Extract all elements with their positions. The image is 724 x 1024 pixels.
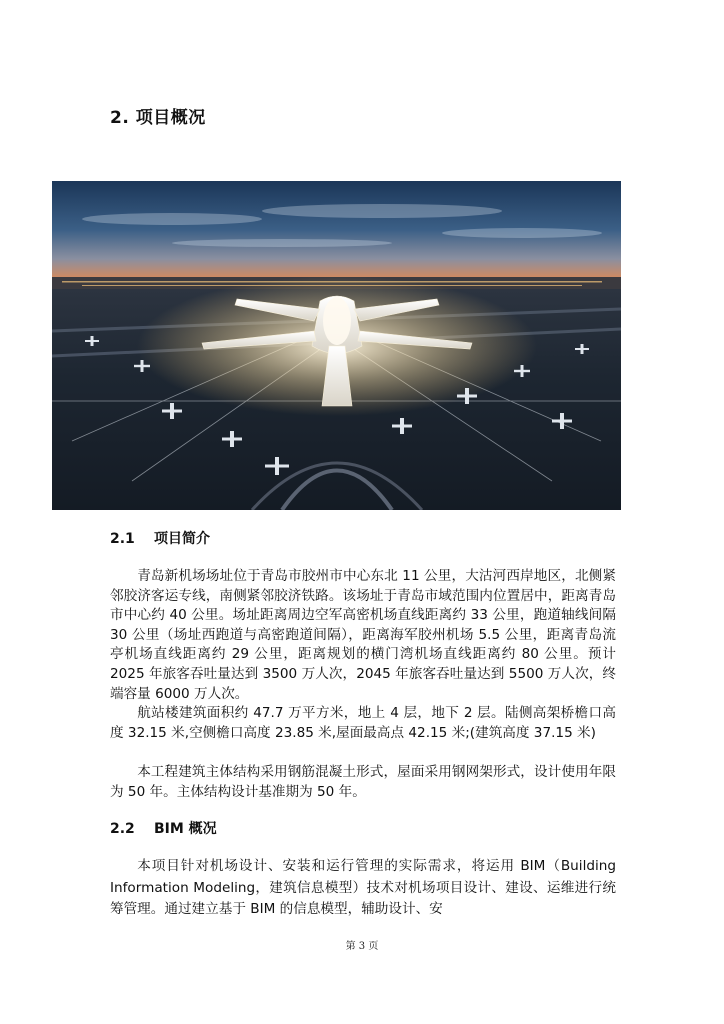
section-title: 2. 项目概况	[110, 108, 206, 128]
airport-rendering-svg	[52, 181, 621, 510]
paragraph-terminal-area: 航站楼建筑面积约 47.7 万平方米，地上 4 层，地下 2 层。陆侧高架桥檐口高度 32.15 米,空侧檐口高度 23.85 米,屋面最高点 42.15 米;(建筑高度 37.15 米)	[110, 705, 616, 741]
subsection-heading-2-2	[110, 818, 217, 838]
subsection-number: 2.2	[110, 821, 135, 837]
subsection-number: 2.1	[110, 531, 135, 547]
paragraph-project-intro: 青岛新机场场址位于青岛市胶州市中心东北 11 公里，大沽河西岸地区，北侧紧邻胶济客运专线，南侧紧邻胶济铁路。该场址于青岛市域范围内位置居中，距离青岛市中心约 40 公里。场址距离周边空军高密机场直线距离约 33 公里，跑道轴线间隔 30 公里（场址西跑道与高密跑道间隔），距离海军胶州机场 5.5 公里，距离青岛流亭机场直线距离约 29 公里，距离规划的横门湾机场直线距离约 80 公里。预计 2025 年旅客吞吐量达到 3500 万人次，2045 年旅客吞吐量达到 5500 万人次，终端容量 6000 万人次。	[110, 568, 616, 702]
airport-rendering-image	[52, 181, 621, 510]
page-number-footer: 第 3 页	[345, 941, 379, 952]
subsection-heading-2-1	[110, 528, 210, 548]
subsection-title: 项目简介	[154, 531, 210, 547]
paragraph-bim-overview: 本项目针对机场设计、安装和运行管理的实际需求，将运用 BIM（Building Information Modeling，建筑信息模型）技术对机场项目设计、建设、运维进行统筹管理。通过建立基于 BIM 的信息模型，辅助设计、安	[110, 858, 616, 917]
subsection-title: BIM 概况	[154, 821, 217, 837]
paragraph-structure: 本工程建筑主体结构采用钢筋混凝土形式，屋面采用钢网架形式，设计使用年限为 50 年。主体结构设计基准期为 50 年。	[110, 764, 616, 800]
